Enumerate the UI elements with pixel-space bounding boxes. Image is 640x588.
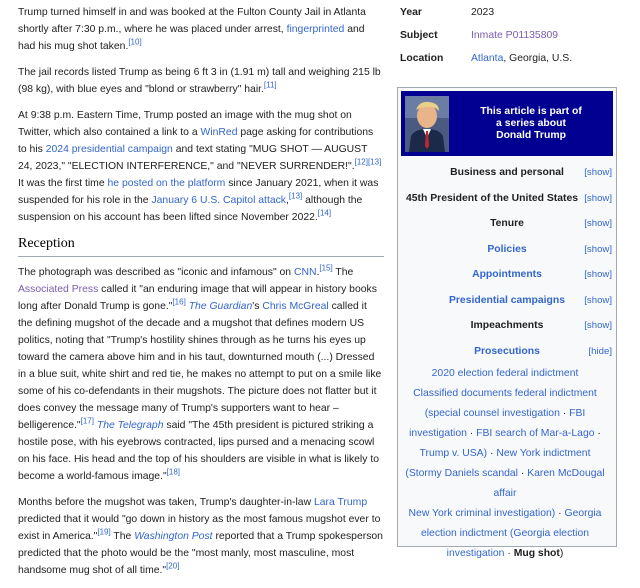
link-fingerprinted[interactable]: fingerprinted (286, 24, 345, 35)
ref-16[interactable]: [16] (172, 297, 186, 307)
sidebar-title (449, 106, 613, 142)
text: The photograph was described as "iconic and infamous" on (18, 267, 294, 278)
text: since January 2021, when it was suspended for his role in the (18, 178, 379, 206)
list-item[interactable]: 2020 election federal indictment (431, 368, 579, 379)
text: called it the defining mugshot of the decade and a mugshot that defines modern US politics, noting that "Trump's hostility shines through as he turns his eyes up toward the camera above him and in his taut, downturned mouth (...) Dressed in a blue suit, white shirt and red tie, he makes no attempt to put on a smile like some of his co-defendants in their mugshots. The picture does not flatter but it does convey the message many of Trump's supporters want to hear – belligerence." (18, 301, 382, 431)
sidebar-section-campaigns[interactable] (398, 288, 616, 314)
italic-text: Washington Post (134, 531, 213, 542)
infobox (397, 0, 620, 69)
show-toggle[interactable]: [show] (584, 192, 612, 204)
section-label-link[interactable]: Prosecutions (474, 345, 540, 357)
show-toggle[interactable]: [show] (584, 269, 612, 281)
list-item-current: Mug shot (513, 548, 560, 559)
text: predicted that it would "go down in history as the most famous mugshot ever to exist in America." (18, 514, 381, 542)
text: and had his mug shot taken. (18, 24, 365, 52)
paragraph-booking (18, 4, 384, 55)
sidebar-section-prosecutions[interactable] (398, 339, 616, 365)
show-toggle[interactable]: [show] (584, 218, 612, 230)
title-line: Donald Trump (496, 129, 566, 141)
ref-18[interactable]: [18] (166, 467, 180, 477)
sidebar-section-impeachments[interactable] (398, 313, 616, 339)
series-sidebar (397, 87, 617, 559)
sidebar-section-appointments[interactable] (398, 262, 616, 288)
link-lara-trump[interactable]: Lara Trump (313, 497, 368, 508)
infobox-row-subject (397, 23, 620, 46)
title-line: This article is part of (480, 105, 582, 117)
ref-14[interactable]: [14] (317, 208, 332, 218)
show-toggle[interactable]: [show] (584, 167, 612, 179)
show-toggle[interactable]: [show] (584, 243, 612, 255)
section-label: Tenure (490, 218, 524, 230)
ref-12-13[interactable]: [12][13] (354, 157, 382, 167)
link-atlanta[interactable]: Atlanta (471, 53, 504, 64)
text: 's (252, 301, 263, 312)
section-label-link[interactable]: Presidential campaigns (448, 294, 566, 306)
infobox-row-location (397, 46, 620, 69)
sidebar-section-tenure[interactable] (398, 211, 616, 237)
ref-10[interactable]: [10] (128, 37, 142, 47)
text: said "The 45th president is pictured striking a hostile pose, with his eyebrows contracted, lips pursed and a menacing scowl on his face. His head and the top of his shoulders are visible in what is likely to become a world-famous image." (18, 420, 379, 482)
infobox-label: Subject (400, 30, 438, 41)
paragraph-twitter-post (18, 107, 384, 226)
infobox-label: Location (400, 53, 444, 64)
text: At 9:38 p.m. Eastern Time, Trump posted an image with the mug shot on Twitter, which also contained a link to a (18, 110, 352, 138)
link-capitol-attack[interactable]: January 6 U.S. Capitol attack (151, 195, 287, 206)
ref-11[interactable]: [11] (263, 80, 277, 90)
ref-20[interactable]: [20] (166, 561, 180, 571)
link-posted-on-platform[interactable]: he posted on the platform (107, 178, 226, 189)
sidebar-section-45th-president[interactable] (398, 186, 616, 212)
section-label-link[interactable]: Appointments (472, 269, 542, 281)
paragraph-lara-trump (18, 494, 384, 579)
sidebar-section-business[interactable] (398, 160, 616, 186)
show-toggle[interactable]: [show] (584, 320, 612, 332)
link-2024-campaign[interactable]: 2024 presidential campaign (45, 144, 173, 155)
text: It was the first time (18, 178, 108, 189)
ref-13[interactable]: [13] (288, 191, 303, 201)
list-item[interactable]: New York indictment (496, 448, 591, 459)
infobox-subject-link[interactable]: Inmate P01135809 (471, 30, 559, 41)
list-item[interactable]: Trump v. USA) (419, 448, 488, 459)
paragraph-jail-records (18, 64, 384, 98)
title-line: a series about (496, 117, 566, 129)
text: ) (559, 548, 564, 559)
text: , Georgia, U.S. (503, 53, 573, 64)
prosecutions-list: 2020 election federal indictment Classified documents federal indictment (special counsel investigation · FBI investigation · FBI search of Mar-a-Lago · Trump v. USA) · New York indictment (Stormy Daniels scandal · Karen McDougal affair New York criminal investigation) · Georgia election indictment (Georgia election investigation · Mug shot) (405, 368, 605, 559)
paragraph-reception (18, 264, 384, 485)
list-item[interactable]: Classified documents federal indictment (413, 388, 597, 399)
link-associated-press[interactable]: Associated Press (18, 284, 99, 295)
infobox-row-year (397, 0, 620, 23)
hide-toggle[interactable]: [hide] (588, 345, 612, 357)
italic-text: The Telegraph (96, 420, 164, 431)
link-chris-mcgreal[interactable]: Chris McGreal (262, 301, 329, 312)
link-winred[interactable]: WinRed (200, 127, 238, 138)
list-item[interactable]: FBI search of Mar-a-Lago (476, 428, 595, 439)
link-the-guardian[interactable] (189, 301, 253, 312)
list-item[interactable]: Georgia election indictment (420, 508, 602, 539)
list-item[interactable]: FBI investigation (409, 408, 586, 439)
list-item[interactable]: New York criminal investigation) (408, 508, 556, 519)
section-label: Business and personal (450, 167, 564, 179)
link-the-telegraph[interactable] (97, 420, 164, 431)
sidebar-header (401, 91, 613, 156)
text: The (110, 531, 135, 542)
infobox-label: Year (400, 7, 422, 18)
text: . (316, 267, 320, 278)
section-label: Impeachments (470, 320, 544, 332)
link-cnn[interactable]: CNN (293, 267, 317, 278)
ref-15[interactable]: [15] (319, 263, 333, 273)
sidebar-section-policies[interactable] (398, 237, 616, 263)
ref-19[interactable]: [19] (97, 527, 111, 537)
section-heading-reception: Reception (18, 235, 384, 257)
infobox-value: 2023 (471, 7, 495, 18)
list-item[interactable]: Karen McDougal affair (493, 468, 605, 499)
list-item[interactable]: (Stormy Daniels scandal (405, 468, 518, 479)
text: page asking for contributions to his (18, 127, 374, 155)
list-item[interactable]: (special counsel investigation (424, 408, 560, 419)
text: The (332, 267, 354, 278)
ref-17[interactable]: [17] (80, 416, 94, 426)
show-toggle[interactable]: [show] (584, 294, 612, 306)
trump-portrait (405, 96, 449, 152)
text: , (286, 195, 289, 206)
section-label-link[interactable]: Policies (487, 243, 527, 255)
text: reported that a Trump spokesperson predicted that the photo would be the "most manly, most masculine, most handsome mug shot of all time." (18, 531, 383, 576)
infobox-value (471, 52, 620, 66)
text: Trump turned himself in and was booked at the Fulton County Jail in Atlanta shortly after 7:30 p.m., where he was placed under arrest, (18, 7, 366, 35)
list-item[interactable]: (Georgia election investigation (446, 528, 590, 559)
text: The jail records listed Trump as being 6 ft 3 in (1.91 m) tall and weighing 215 lb (98 kg), with blue eyes and "blond or strawberry" hair. (18, 67, 381, 95)
text: Months before the mugshot was taken, Trump's daughter-in-law (18, 497, 314, 508)
text: although the suspension on his account has been lifted since November 2022. (18, 195, 363, 223)
text: called it "an enduring image that will appear in history books long after Donald Trump is gone." (18, 284, 377, 312)
link-washington-post[interactable] (134, 531, 212, 542)
article-body (18, 4, 384, 588)
text: and text stating "MUG SHOT — AUGUST 24, 2023," "ELECTION INTERFERENCE," and "NEVER SURRENDER!". (18, 144, 368, 172)
italic-text: The Guardian (188, 301, 253, 312)
section-label: 45th President of the United States (406, 192, 579, 204)
